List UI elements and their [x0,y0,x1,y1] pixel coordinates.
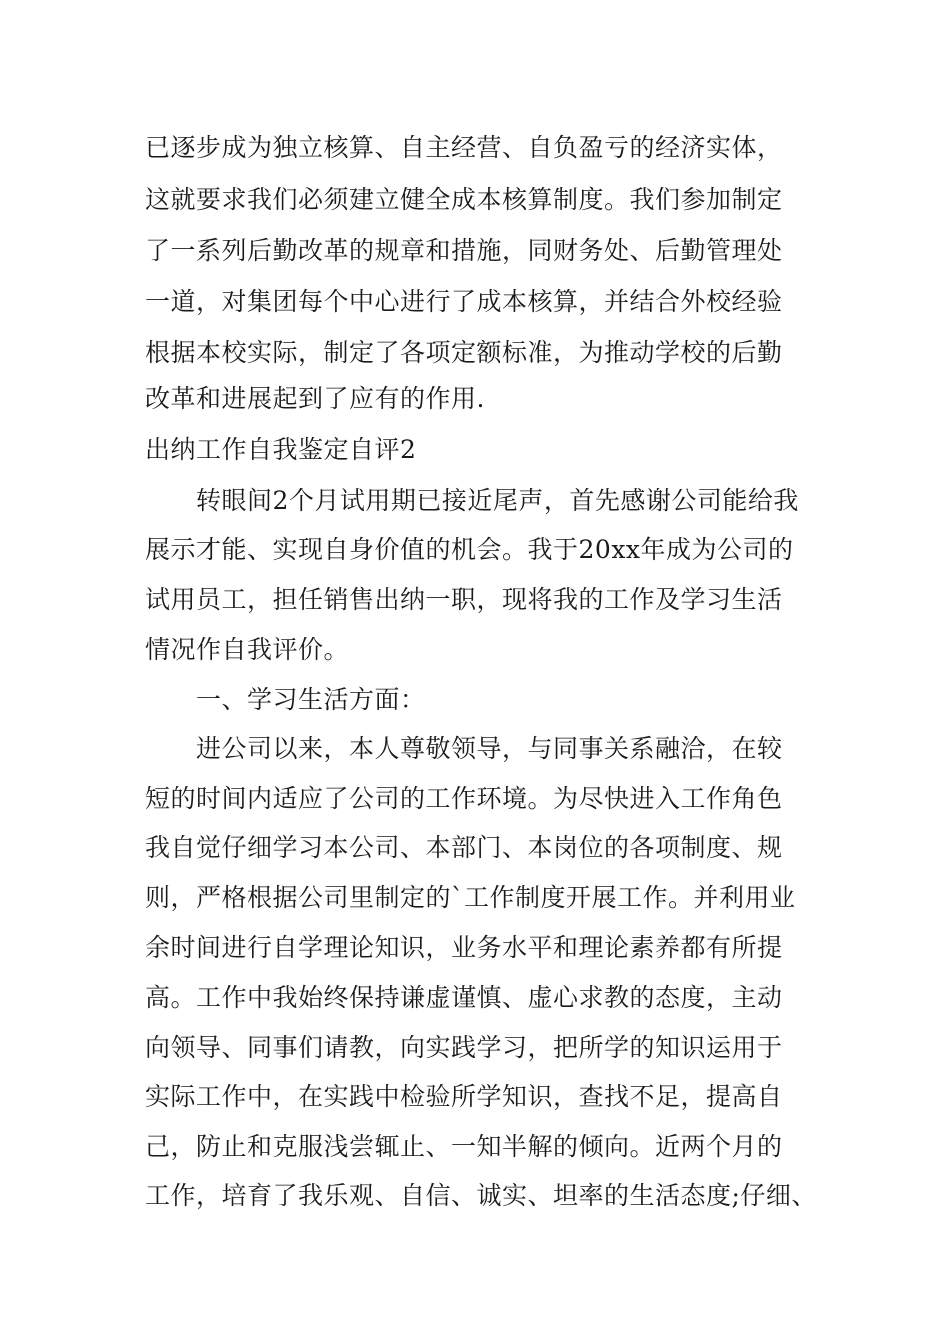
text-line: 试用员工，担任销售出纳一职，现将我的工作及学习生活 [145,585,783,614]
text-line: 这就要求我们必须建立健全成本核算制度。我们参加制定 [145,185,783,214]
text-line: 转眼间2个月试用期已接近尾声，首先感谢公司能给我 [196,486,799,515]
text-line: 高。工作中我始终保持谦虚谨慎、虚心求教的态度，主动 [145,983,783,1012]
text-line: 展示才能、实现自身价值的机会。我于20xx年成为公司的 [145,535,794,564]
text-line: 改革和进展起到了应有的作用. [145,384,485,413]
text-line: 根据本校实际，制定了各项定额标准，为推动学校的后勤 [145,338,783,367]
text-line: 进公司以来，本人尊敬领导，与同事关系融洽，在较 [196,734,783,763]
text-line: 我自觉仔细学习本公司、本部门、本岗位的各项制度、规 [145,833,783,862]
text-line: 一道，对集团每个中心进行了成本核算，并结合外校经验 [145,287,783,316]
text-line: 了一系列后勤改革的规章和措施，同财务处、后勤管理处 [145,236,783,265]
text-line: 已逐步成为独立核算、自主经营、自负盈亏的经济实体， [145,133,783,162]
text-line: 则，严格根据公司里制定的`工作制度开展工作。并利用业 [145,883,796,912]
text-line: 短的时间内适应了公司的工作环境。为尽快进入工作角色 [145,784,783,813]
section-heading: 出纳工作自我鉴定自评2 [145,435,417,464]
subheading: 一、学习生活方面： [196,685,426,714]
text-line: 向领导、同事们请教，向实践学习，把所学的知识运用于 [145,1033,783,1062]
text-line: 实际工作中，在实践中检验所学知识，查找不足，提高自 [145,1082,783,1111]
text-line: 情况作自我评价。 [145,635,350,664]
text-line: 余时间进行自学理论知识，业务水平和理论素养都有所提 [145,933,783,962]
text-line: 己，防止和克服浅尝辄止、一知半解的倾向。近两个月的 [145,1132,783,1161]
text-line: 工作，培育了我乐观、自信、诚实、坦率的生活态度;仔细、 [145,1181,817,1210]
